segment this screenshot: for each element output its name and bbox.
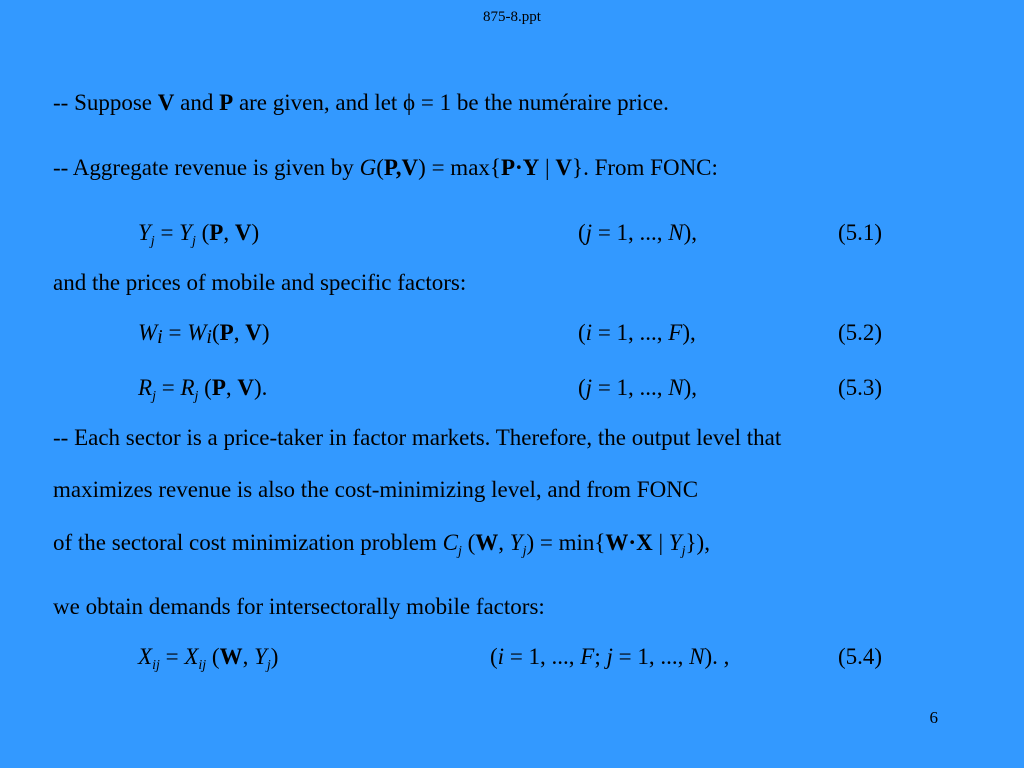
subscript: j: [152, 389, 156, 404]
text-fragment: =: [159, 644, 185, 669]
equation-number-5-3: (5.3): [838, 375, 883, 400]
subscript: j: [266, 658, 271, 673]
subscript: j: [150, 234, 155, 249]
text-fragment: = 1, ...,: [504, 644, 581, 669]
text-fragment: = 1, ...,: [592, 220, 669, 245]
symbol-V: V: [245, 320, 262, 345]
symbol-Y: Y: [509, 530, 523, 555]
symbol-X: X: [184, 644, 199, 669]
text-fragment: |: [539, 155, 556, 180]
text-fragment: (: [211, 320, 220, 345]
text-line-suppose: [53, 90, 669, 116]
text-fragment: (: [198, 375, 212, 400]
symbol-V: V: [237, 375, 254, 400]
text-fragment: (: [490, 644, 498, 669]
text-fragment: ): [251, 220, 260, 245]
symbol-Y: Y: [138, 220, 151, 245]
text-fragment: (: [578, 220, 586, 245]
symbol-C: C: [442, 530, 458, 555]
text-fragment: ) = min{: [526, 530, 606, 555]
symbol-V: V: [157, 90, 175, 115]
text-fragment: }. From FONC:: [572, 155, 718, 180]
text-fragment: = 1, ...,: [612, 644, 690, 669]
symbol-WX: W·X: [605, 530, 653, 555]
symbol-G: G: [359, 155, 377, 180]
equation-5-4-lhs: [138, 644, 279, 673]
equation-5-1-range: [578, 220, 697, 246]
subscript: i: [206, 326, 212, 348]
text-fragment: =: [162, 320, 188, 345]
text-fragment: (: [376, 155, 384, 180]
text-fragment: and: [174, 90, 220, 115]
index-N: N: [668, 220, 684, 245]
symbol-R: R: [180, 375, 195, 400]
text-fragment: ) = max{: [418, 155, 501, 180]
text-fragment: ),: [682, 320, 696, 345]
symbol-Y: Y: [179, 220, 192, 245]
text-fragment: ),: [683, 375, 698, 400]
symbol-W: W: [138, 320, 158, 345]
subscript: j: [681, 544, 686, 559]
text-fragment: =: [154, 220, 180, 245]
text-fragment: =: [155, 375, 181, 400]
equation-5-1-lhs: [138, 220, 260, 249]
text-fragment: |: [652, 530, 669, 555]
equation-number-5-1: (5.1): [838, 220, 883, 245]
text-fragment: ,: [225, 375, 238, 400]
text-fragment: ,: [233, 320, 246, 345]
subscript: j: [457, 544, 462, 559]
text-fragment: ).: [254, 375, 268, 400]
symbol-PY: P·Y: [500, 155, 540, 180]
text-fragment: (: [578, 375, 586, 400]
equation-number-5-2: (5.2): [838, 320, 883, 345]
symbol-P: P: [211, 375, 226, 400]
text-line-price-taker: -- Each sector is a price-taker in factor markets. Therefore, the output level that: [53, 425, 782, 450]
text-fragment: (: [461, 530, 476, 555]
subscript: i: [157, 326, 163, 348]
text-fragment: (: [195, 220, 210, 245]
symbol-PV: P,V: [383, 155, 419, 180]
text-fragment: ),: [683, 220, 698, 245]
index-i: i: [497, 644, 505, 669]
index-j: j: [606, 644, 613, 669]
text-fragment: (: [206, 644, 220, 669]
symbol-X: X: [138, 644, 153, 669]
symbol-P: P: [219, 320, 234, 345]
text-line-demands: we obtain demands for intersectorally mobile factors:: [53, 594, 545, 619]
symbol-Y: Y: [668, 530, 682, 555]
text-fragment: (: [578, 320, 586, 345]
index-j: j: [585, 220, 593, 245]
text-line-maximizes: maximizes revenue is also the cost-minimizing level, and from FONC: [53, 477, 699, 502]
symbol-V: V: [234, 220, 252, 245]
text-fragment: ,: [223, 220, 235, 245]
equation-5-2-lhs: [138, 320, 269, 346]
text-line-factor-prices: and the prices of mobile and specific factors:: [53, 270, 467, 295]
symbol-P: P: [219, 90, 234, 115]
subscript: j: [191, 234, 196, 249]
index-F: F: [668, 320, 683, 345]
text-fragment: -- Suppose: [53, 90, 158, 115]
index-N: N: [689, 644, 705, 669]
equation-5-4-range: [490, 644, 729, 670]
text-fragment: ,: [498, 530, 510, 555]
subscript: j: [194, 389, 199, 404]
text-fragment: of the sectoral cost minimization problem: [53, 530, 443, 555]
equation-5-3-range: [578, 375, 697, 401]
index-i: i: [585, 320, 593, 345]
text-fragment: = 1, ...,: [592, 375, 669, 400]
symbol-V: V: [555, 155, 573, 180]
text-fragment: = 1, ...,: [592, 320, 669, 345]
symbol-Y: Y: [254, 644, 267, 669]
symbol-W: W: [219, 644, 243, 669]
text-fragment: ;: [594, 644, 607, 669]
symbol-W: W: [475, 530, 499, 555]
equation-5-3-lhs: [138, 375, 268, 404]
page-number: 6: [929, 708, 938, 727]
index-N: N: [668, 375, 684, 400]
subscript: j: [522, 544, 527, 559]
slide-filename: 875-8.ppt: [483, 9, 541, 25]
index-F: F: [580, 644, 595, 669]
text-fragment: ,: [242, 644, 255, 669]
equation-number-5-4: (5.4): [838, 644, 883, 669]
text-fragment: }),: [685, 530, 710, 555]
text-fragment: ): [270, 644, 279, 669]
equation-5-2-range: [578, 320, 696, 346]
symbol-P: P: [209, 220, 224, 245]
text-line-cost-minimization: [53, 530, 710, 559]
text-fragment: ): [261, 320, 270, 345]
index-j: j: [585, 375, 593, 400]
text-line-aggregate-revenue: [53, 155, 718, 181]
text-fragment: are given, and let ϕ = 1 be the numéraire price.: [233, 90, 669, 115]
text-fragment: -- Aggregate revenue is given by: [53, 155, 360, 180]
text-fragment: ). ,: [704, 644, 730, 669]
subscript: ij: [152, 658, 160, 673]
symbol-W: W: [187, 320, 207, 345]
subscript: ij: [198, 658, 207, 673]
symbol-R: R: [138, 375, 153, 400]
